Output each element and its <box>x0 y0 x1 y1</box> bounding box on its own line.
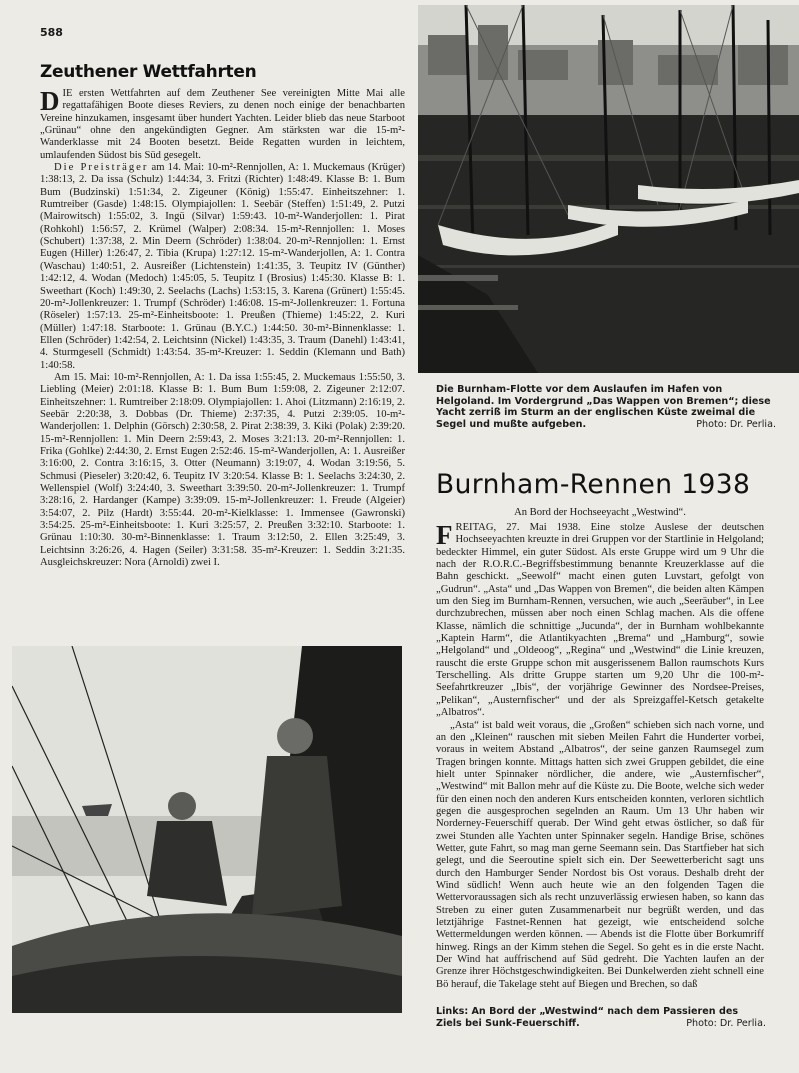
burnham-body <box>436 522 764 991</box>
zeuthen-dropcap: D <box>40 86 60 116</box>
harbor-photo-illustration <box>418 5 799 373</box>
burnham-subline: An Bord der Hochseeyacht „Westwind“. <box>514 507 686 518</box>
crew-photo-caption <box>436 1006 766 1029</box>
harbor-photo-credit: Photo: Dr. Perlia. <box>696 418 776 430</box>
zeuthen-body <box>40 88 405 569</box>
burnham-paragraph-1 <box>436 522 764 720</box>
westwind-crew-photo <box>12 646 402 1013</box>
crew-caption-text: Links: An Bord der „Westwind“ nach dem Passieren des Ziels bei Sunk-Feuerschiff. <box>436 1006 739 1029</box>
zeuthen-prize-heading: Die Preisträger <box>54 162 149 174</box>
zeuthen-paragraph-2 <box>40 162 405 372</box>
crew-photo-illustration <box>12 646 402 1013</box>
harbor-fleet-photo <box>418 5 799 373</box>
zeuthen-paragraph-2-text: am 14. Mai: 10-m²-Rennjollen, A: 1. Muckemaus (Krüger) 1:38:13, 2. Da issa (Schulz) 1:44:34, 3. Fritzi (Richter) 1:48:49. Klasse B: 1. Bum Bum (Budzinski) 1:51:34, 2. Zigeuner (König) 1:55:47. Einheitszehner: 1. Rumtreiber (Gasde) 1:48:15. Olympiajollen: 1. Seebär (Steffen) 1:51:49, 2. Putzi (Mairowitsch) 1:55:02, 3. Ingü (Silvar) 1:59:43. 10-m²-Wanderjollen: 1. Pirat (Rohkohl) 1:56:57, 2. Krümel (Walper) 2:08:34. 15-m²-Rennjollen: 1. Moses (Schubert) 1:37:38, 2. Min Deern (Schröder) 1:38:04. 20-m²-Rennjollen: 1. Ernst Eugen (Hiller) 1:26:47, 2. Tibia (Krupa) 1:27:12. 15-m²-Wanderjollen, A: 1. Contra (Waschau) 1:40:51, 2. Ausreißer (Lichtenstein) 1:41:35, 3. Teupitz IV (Günther) 1:42:12, 4. Wodan (Medoch) 1:45:05, 5. Teupitz I (Brosius) 1:45:30. Klasse B: 1. Sweethart (Koch) 1:49:30, 2. Seelachs (Lachs) 1:53:15, 3. Karena (Grünert) 1:55:45. 20-m²-Jollenkreuzer: 1. Trumpf (Schröder) 1:46:08. 15-m²-Jollenkreuzer: 1. Fortuna (Röseler) 1:57:13. 25-m²-Einheitsboote: 1. Preußen (Thieme) 1:45:22, 2. Kuri (Müller) 1:47:18. Starboote: 1. Grünau (B.Y.C.) 1:44:50. 30-m²-Binnenklasse: 1. Ellen (Schröder) 1:42:54, 2. Leichtsinn (Nickel) 1:43:35, 3. Traum (Danehl) 1:43:41, 4. Sturmgesell (Schmidt) 1:43:54. 35-m²-Kreuzer: 1. Seddin (Klemann und Bath) 1:40:58. <box>40 162 405 371</box>
zeuthen-paragraph-1 <box>40 88 405 162</box>
burnham-paragraph-1-text: REITAG, 27. Mai 1938. Eine stolze Auslese der deutschen Hochseeyachten kreuzte in drei Gruppen vor der Startlinie in Helgoland; bedeckter Himmel, ein guter Südost. Als erste Gruppe wird um 9 Uhr die nach der R.O.R.C.-Begriffsbestimmung benannte Kreuzerklasse auf die Bahn geschickt. „Seewolf“ macht einen guten Luvstart, gefolgt von „Gudrun“. „Asta“ und „Das Wappen von Bremen“, die beiden alten Kämpen um den Sieg im Burnham-Rennen, versuchen, wie auch „Seeräuber“, in Lee durchzubrechen, müssen aber noch einen Schlag machen. Als die offene Klasse, nämlich die schnittige „Jucunda“, der in Burnham wohlbekannte „Kaptein Harm“, die Atlantikyachten „Brema“ und „Hamburg“, sowie „Helgoland“ und „Oldeoog“, „Regina“ und „Westwind“ die Linie kreuzen, rauscht die erste Gruppe schon mit ausgerissenem Ballon raumschots Kurs Terschelling. Als dritte Gruppe starten um 9,20 Uhr die 100-m²-Seefahrtkreuzer „Ibis“, der vorjährige Gewinner des Nordsee-Preises, „Pelikan“, „Austernfischer“ und der als Spreizgaffel-Ketsch getakelte „Albatros“. <box>436 522 764 719</box>
zeuthen-paragraph-1-text: IE ersten Wettfahrten auf dem Zeuthener See vereinigten Mitte Mai alle regattafähigen Boote dieses Reviers, zu denen noch einige der benachbarten Vereine hinzukamen, insgesamt über hundert Yachten. Leider blieb das neue Starboot „Grünau“ ohne den angekündigten Gegner. Am stärksten war die 15-m²-Wanderklasse mit 24 Booten besetzt. Beide Regatten wurden in leichtem, umlaufenden Südost bis Süd gesegelt. <box>40 88 405 161</box>
harbor-photo-caption <box>436 384 776 430</box>
zeuthen-paragraph-3: Am 15. Mai: 10-m²-Rennjollen, A: 1. Da issa 1:55:45, 2. Muckemaus 1:55:50, 3. Liebling (Meier) 2:01:18. Klasse B: 1. Bum Bum 1:59:08, 2. Zigeuner 2:12:07. Einheitszehner: 1. Rumtreiber 2:18:09. Olympiajollen: 1. Ahoi (Litzmann) 2:16:19, 2. Seebär 2:20:38, 3. Dobbas (Dr. Thieme) 2:37:35, 4. Putzi 2:39:05. 10-m²-Wanderjollen: 1. Delphin (Görsch) 2:30:58, 2. Pirat 2:38:39, 3. Kiki (Polak) 2:39:20. 15-m²-Rennjollen: 1. Min Deern 2:59:43, 2. Moses 3:21:13. 20-m²-Rennjollen: 1. Frika (Gohlke) 2:44:30, 2. Ernst Eugen 2:52:46. 15-m²-Wanderjollen, A: 1. Ausreißer 3:16:00, 2. Contra 3:16:15, 3. Otter (Neumann) 3:19:07, 4. Wodan 3:19:56, 5. Schmusi (Pieseler) 3:20:42, 6. Teupitz IV 3:20:54. Klasse B: 1. Seelachs 3:24:30, 2. Wellenspiel (Wolf) 3:24:40, 3. Sweethart 3:39:50. 20-m²-Jollenkreuzer: 1. Trumpf 3:28:16, 2. Hardanger (Kampe) 3:39:09. 15-m²-Jollenkreuzer: 1. Freude (Algeier) 3:54:07, 2. Pilz (Hardt) 3:55:44. 20-m²-Kielklasse: 1. Immensee (Gawronski) 3:54:25. 25-m²-Einheitsboote: 1. Kuri 3:25:57, 2. Preußen 3:32:10. Starboote: 1. Grünau 1:10:30. 30-m²-Binnenklasse: 1. Traum 3:12:50, 2. Ellen 3:25:49, 3. Leichtsinn 3:26:26, 4. Hagen (Seiler) 3:31:58. 35-m²-Kreuzer: 1. Seddin 3:21:35. Ausgleichskreuzer: Nora (Arnoldi) zwei I. <box>40 371 405 569</box>
page-number: 588 <box>40 26 63 39</box>
harbor-caption-text: Die Burnham-Flotte vor dem Auslaufen im Hafen von Helgoland. Im Vordergrund „Das Wappen von Bremen“; diese Yacht zerriß im Sturm an der englischen Küste zweimal die Segel und mußte aufgeben. <box>436 384 771 430</box>
zeuthen-article <box>40 62 405 569</box>
burnham-article <box>436 470 764 991</box>
burnham-paragraph-2: „Asta“ ist bald weit voraus, die „Großen“ schieben sich nach vorne, und an den „Kleinen“ rauschen mit sieben Meilen Fahrt die Hunderter vorbei, voraus in weitem Abstand „Albatros“, der seine ganzen Raumsegel zum Tragen bringen konnte. Mittags hatten sich zwei Gruppen gebildet, die eine hielt unter Spinnaker nördlicher, die andere, wie „Austernfischer“, „Westwind“ mit Ballon mehr auf die Küste zu. Die Boote, welche sich weder für den einen noch den anderen Kurs entscheiden konnten, verloren sichtlich gegen die ausgesprochen segelnden an Raum. Um 13 Uhr haben wir Norderney-Feuerschiff querab. Der Wind geht etwas östlicher, so daß für zwei Stunden alle Yachten unter Spinnaker segeln. Handige Brise, schönes Wetter, gute Fahrt, so mag man gerne Seemann sein. Das Startfieber hat sich gelegt, und die Seeroutine spielt sich ein. Der Seewetterbericht sagt uns durch den Hamburger Sender Nordost bis Ost voraus. Deshalb dreht der Wind südlich! Wenn auch heute wie an den folgenden Tagen die Wettervoraussagen sich als recht unzuverlässig erwiesen haben, so kann das Streben zu einer guten Zusammenarbeit nur begrüßt werden, und das letztjährige Fastnet-Rennen hat gezeigt, wie entscheidend solche Wettermeldungen werden können. — Abends ist die Flotte über Borkumriff hinweg. Rings an der Kimm stehen die Segel. So geht es in die erste Nacht. Der Wind hat auffrischend auf Süd gedreht. Die Yachten laufen an der Grenze ihrer Höchstgeschwindigkeiten. Bei Dunkelwerden zieht schnell eine Bö herauf, die Takelage steht auf Biegen und Brechen, so daß <box>436 719 764 990</box>
crew-photo-credit: Photo: Dr. Perlia. <box>686 1017 766 1029</box>
burnham-dropcap: F <box>436 520 453 550</box>
zeuthen-headline: Zeuthener Wettfahrten <box>40 62 257 82</box>
burnham-headline: Burnham-Rennen 1938 <box>436 469 751 500</box>
